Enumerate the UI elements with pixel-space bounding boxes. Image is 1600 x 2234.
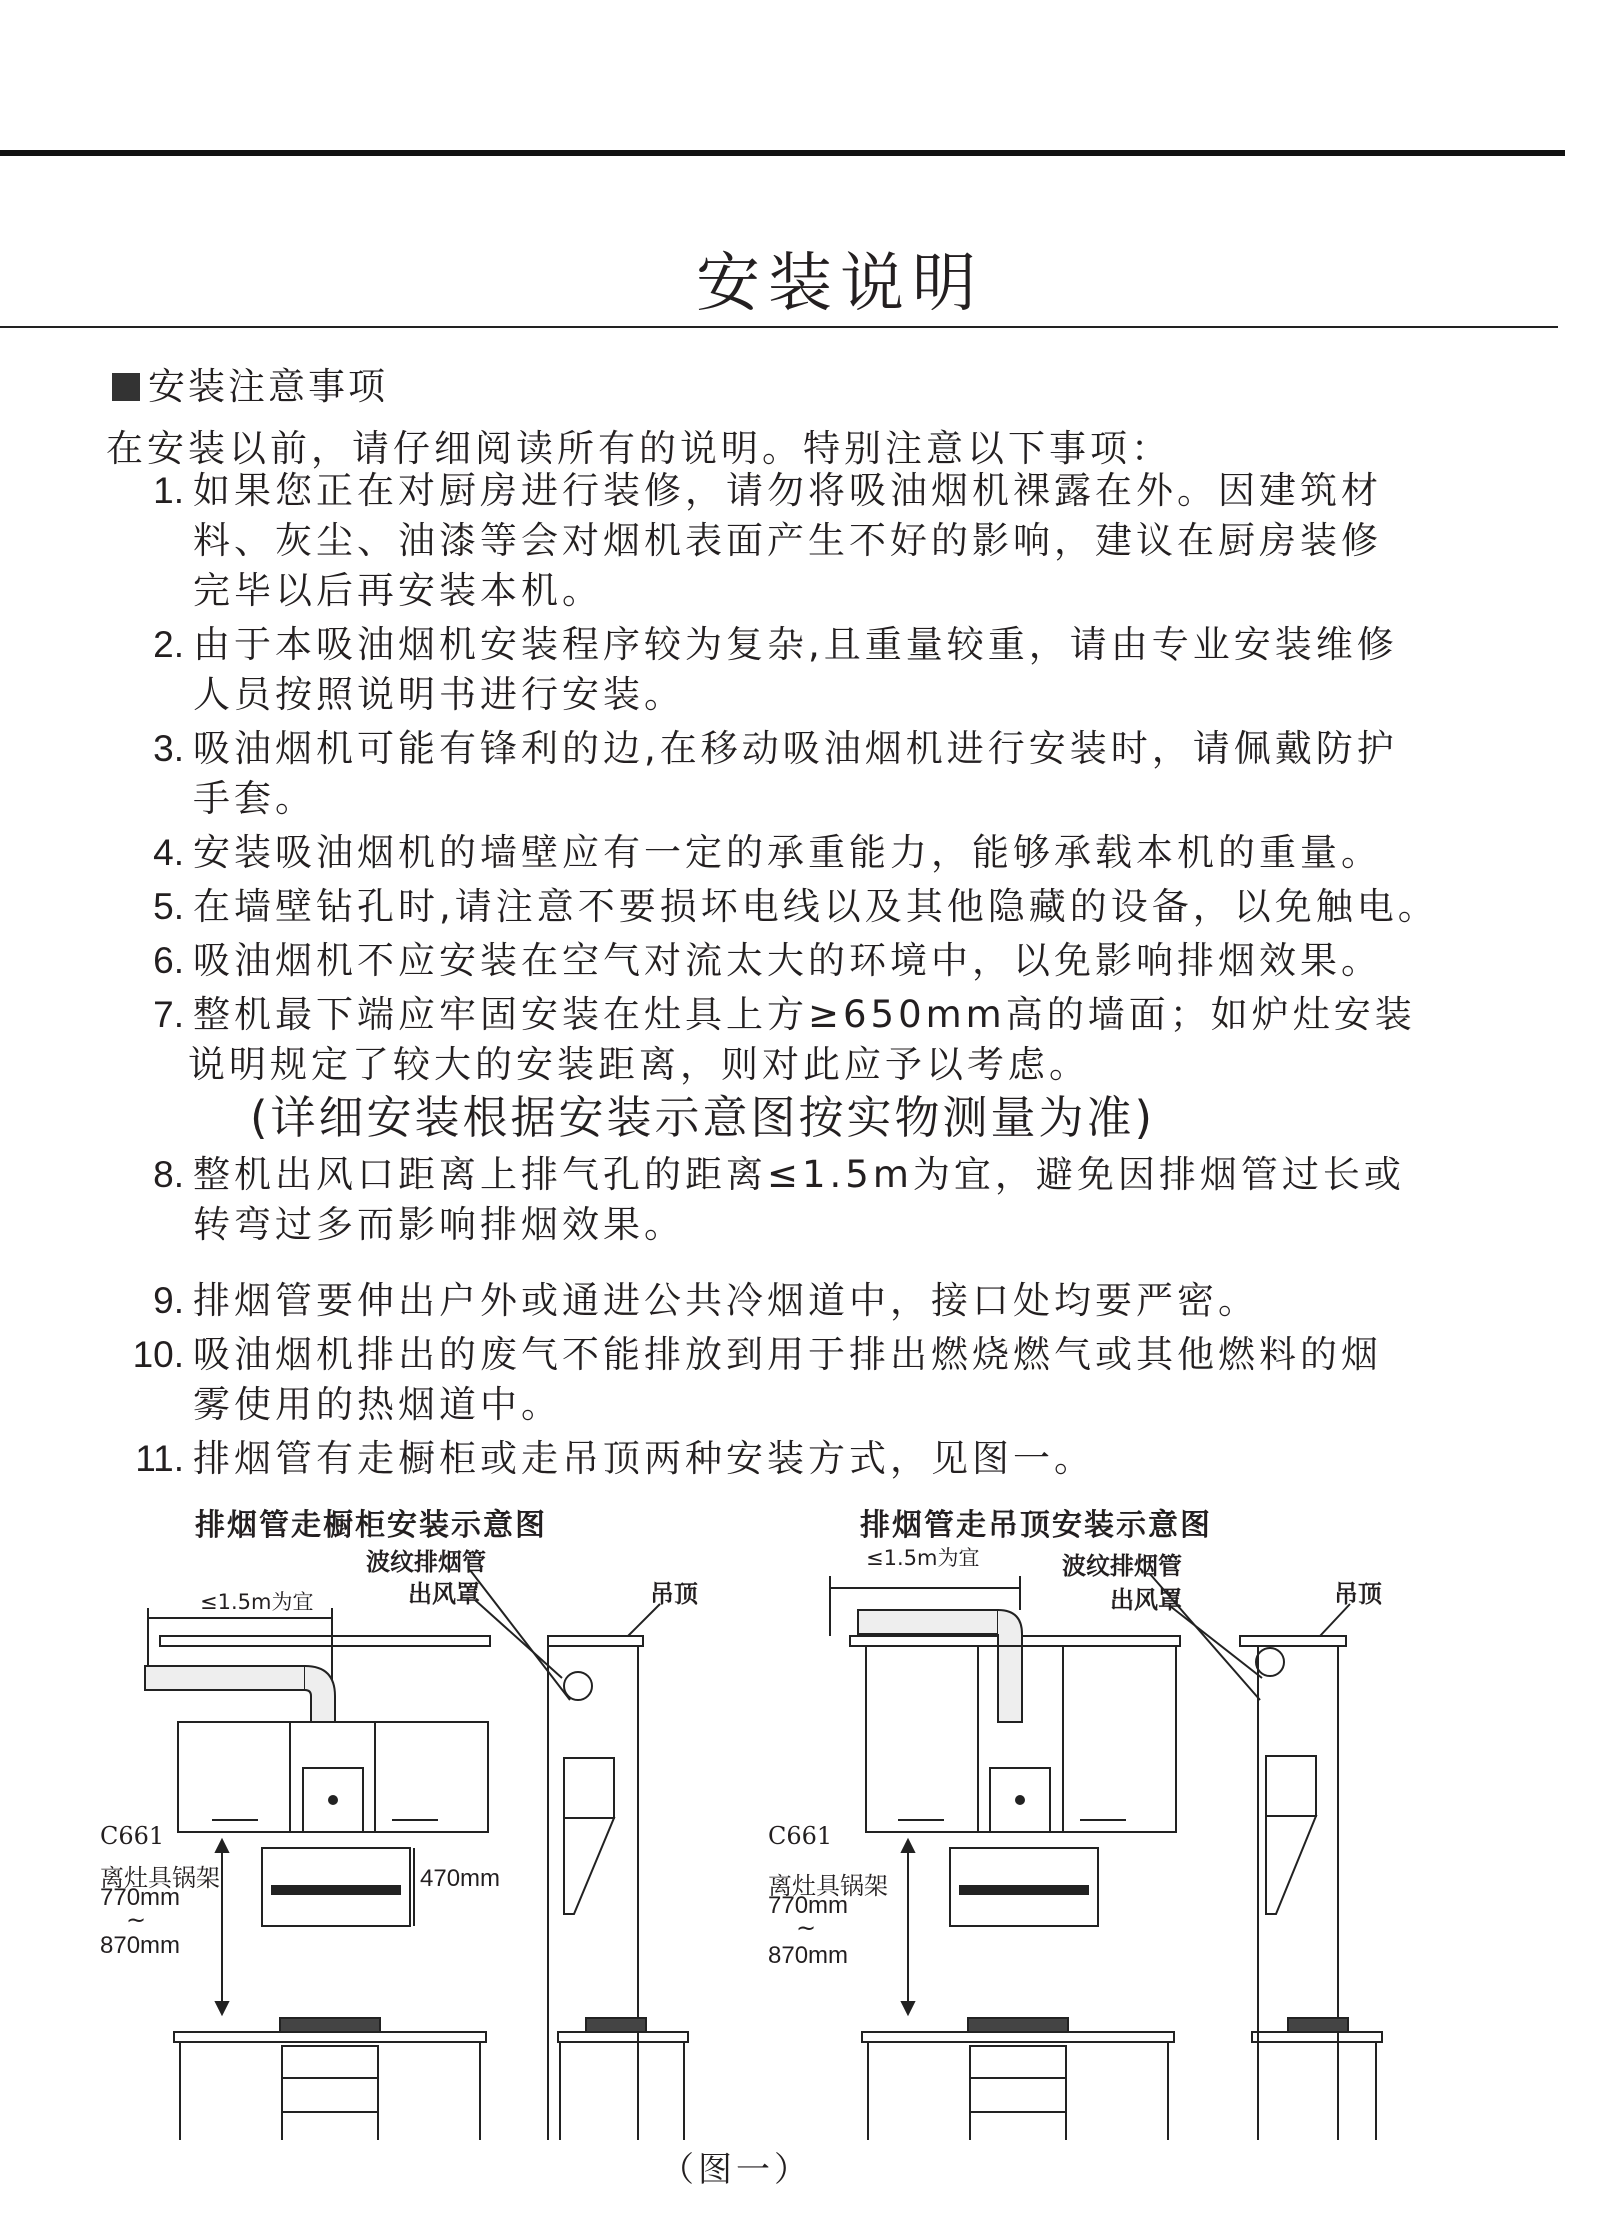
item-number: 6. <box>153 940 184 981</box>
list-item <box>0 1330 1600 1430</box>
diagram-left-depth-label: 470mm <box>420 1865 501 1892</box>
section-heading-text: 安装注意事项 <box>148 365 388 408</box>
title-rule <box>0 326 1558 328</box>
intro-text: 在安装以前，请仔细阅读所有的说明。特别注意以下事项： <box>106 427 1172 470</box>
item-number: 5. <box>153 886 184 927</box>
list-item <box>0 882 1600 932</box>
item-number: 9. <box>153 1280 184 1321</box>
figure-caption: （图一） <box>660 2150 812 2190</box>
list-item <box>0 1276 1600 1326</box>
list-item <box>0 828 1600 878</box>
item-number: 1. <box>153 470 184 511</box>
diagram-left-distance-label: ≤1.5m为宜 <box>200 1590 314 1614</box>
diagram-left-height-max: 870mm <box>100 1932 181 1959</box>
diagram-left-hood-label: 出风罩 <box>408 1580 480 1608</box>
item-line: 吸油烟机不应安装在空气对流太大的环境中，以免影响排烟效果。 <box>193 939 1382 982</box>
installation-drawing <box>0 1500 1600 2140</box>
diagram-left-ceiling-label: 吊顶 <box>650 1580 698 1608</box>
item-number: 4. <box>153 832 184 873</box>
item-line: 人员按照说明书进行安装。 <box>193 673 685 716</box>
item-number: 8. <box>153 1154 184 1195</box>
item-line: 整机最下端应牢固安装在灶具上方≥650mm高的墙面；如炉灶安装 <box>193 993 1416 1036</box>
diagram-left-duct-label: 波纹排烟管 <box>366 1548 486 1576</box>
list-item <box>0 990 1600 1146</box>
item-line: 雾使用的热烟道中。 <box>193 1383 562 1426</box>
instruction-list <box>0 466 1600 1488</box>
diagram-right-height-label: 离灶具锅架 <box>768 1872 888 1900</box>
item-line: 由于本吸油烟机安装程序较为复杂,且重量较重，请由专业安装维修 <box>193 623 1398 666</box>
diagram-right-model: C661 <box>768 1822 833 1850</box>
diagram-left-drawing <box>145 1570 688 2140</box>
item-line: 吸油烟机排出的废气不能排放到用于排出燃烧燃气或其他燃料的烟 <box>193 1333 1382 1376</box>
diagram-right-ceiling-label: 吊顶 <box>1334 1580 1382 1608</box>
item-line: 料、灰尘、油漆等会对烟机表面产生不好的影响，建议在厨房装修 <box>193 519 1382 562</box>
page-title: 安装说明 <box>696 247 984 321</box>
diagram-right-hood-label: 出风罩 <box>1110 1586 1182 1614</box>
item-line: 手套。 <box>193 777 316 820</box>
item-note: (详细安装根据安装示意图按实物测量为准) <box>250 1091 1156 1144</box>
item-number: 2. <box>153 624 184 665</box>
top-rule <box>0 150 1565 156</box>
diagram-right-duct-label: 波纹排烟管 <box>1062 1552 1182 1580</box>
diagram-right-height-tilde: ~ <box>796 1914 817 1942</box>
list-item <box>0 466 1600 616</box>
list-item <box>0 620 1600 720</box>
diagram-left-height-min: 770mm <box>100 1884 181 1911</box>
list-item <box>0 724 1600 824</box>
item-number: 7. <box>153 994 184 1035</box>
list-item <box>0 1150 1600 1250</box>
item-line: 吸油烟机可能有锋利的边,在移动吸油烟机进行安装时，请佩戴防护 <box>193 727 1398 770</box>
item-line: 如果您正在对厨房进行装修，请勿将吸油烟机裸露在外。因建筑材 <box>193 469 1382 512</box>
list-item <box>0 1434 1600 1484</box>
square-bullet-icon <box>112 373 140 401</box>
item-line: 整机出风口距离上排气孔的距离≤1.5m为宜，避免因排烟管过长或 <box>193 1153 1405 1196</box>
diagram-left-height-tilde: ~ <box>126 1906 147 1934</box>
item-line: 安装吸油烟机的墙壁应有一定的承重能力，能够承载本机的重量。 <box>193 831 1382 874</box>
item-number: 3. <box>153 728 184 769</box>
item-line: 完毕以后再安装本机。 <box>193 569 603 612</box>
diagram-left-title: 排烟管走橱柜安装示意图 <box>195 1508 547 1543</box>
installation-diagrams <box>0 1500 1600 2200</box>
diagram-left-height-label: 离灶具锅架 <box>100 1864 220 1892</box>
item-line: 转弯过多而影响排烟效果。 <box>193 1203 685 1246</box>
diagram-right-height-max: 870mm <box>768 1942 849 1969</box>
item-line: 排烟管有走橱柜或走吊顶两种安装方式，见图一。 <box>193 1437 1095 1480</box>
list-item <box>0 936 1600 986</box>
diagram-left-model: C661 <box>100 1822 165 1850</box>
item-number: 11. <box>135 1438 184 1479</box>
section-heading <box>112 356 388 410</box>
item-line: 排烟管要伸出户外或通进公共冷烟道中，接口处均要严密。 <box>193 1279 1259 1322</box>
item-line: 在墙壁钻孔时,请注意不要损坏电线以及其他隐藏的设备，以免触电。 <box>193 885 1439 928</box>
item-number: 10. <box>132 1334 184 1375</box>
diagram-right-drawing <box>830 1574 1382 2140</box>
diagram-right-title: 排烟管走吊顶安装示意图 <box>860 1508 1212 1543</box>
diagram-right-distance-label: ≤1.5m为宜 <box>866 1546 980 1570</box>
diagram-right-height-min: 770mm <box>768 1892 849 1919</box>
item-line: 说明规定了较大的安装距离，则对此应予以考虑。 <box>188 1043 1090 1086</box>
